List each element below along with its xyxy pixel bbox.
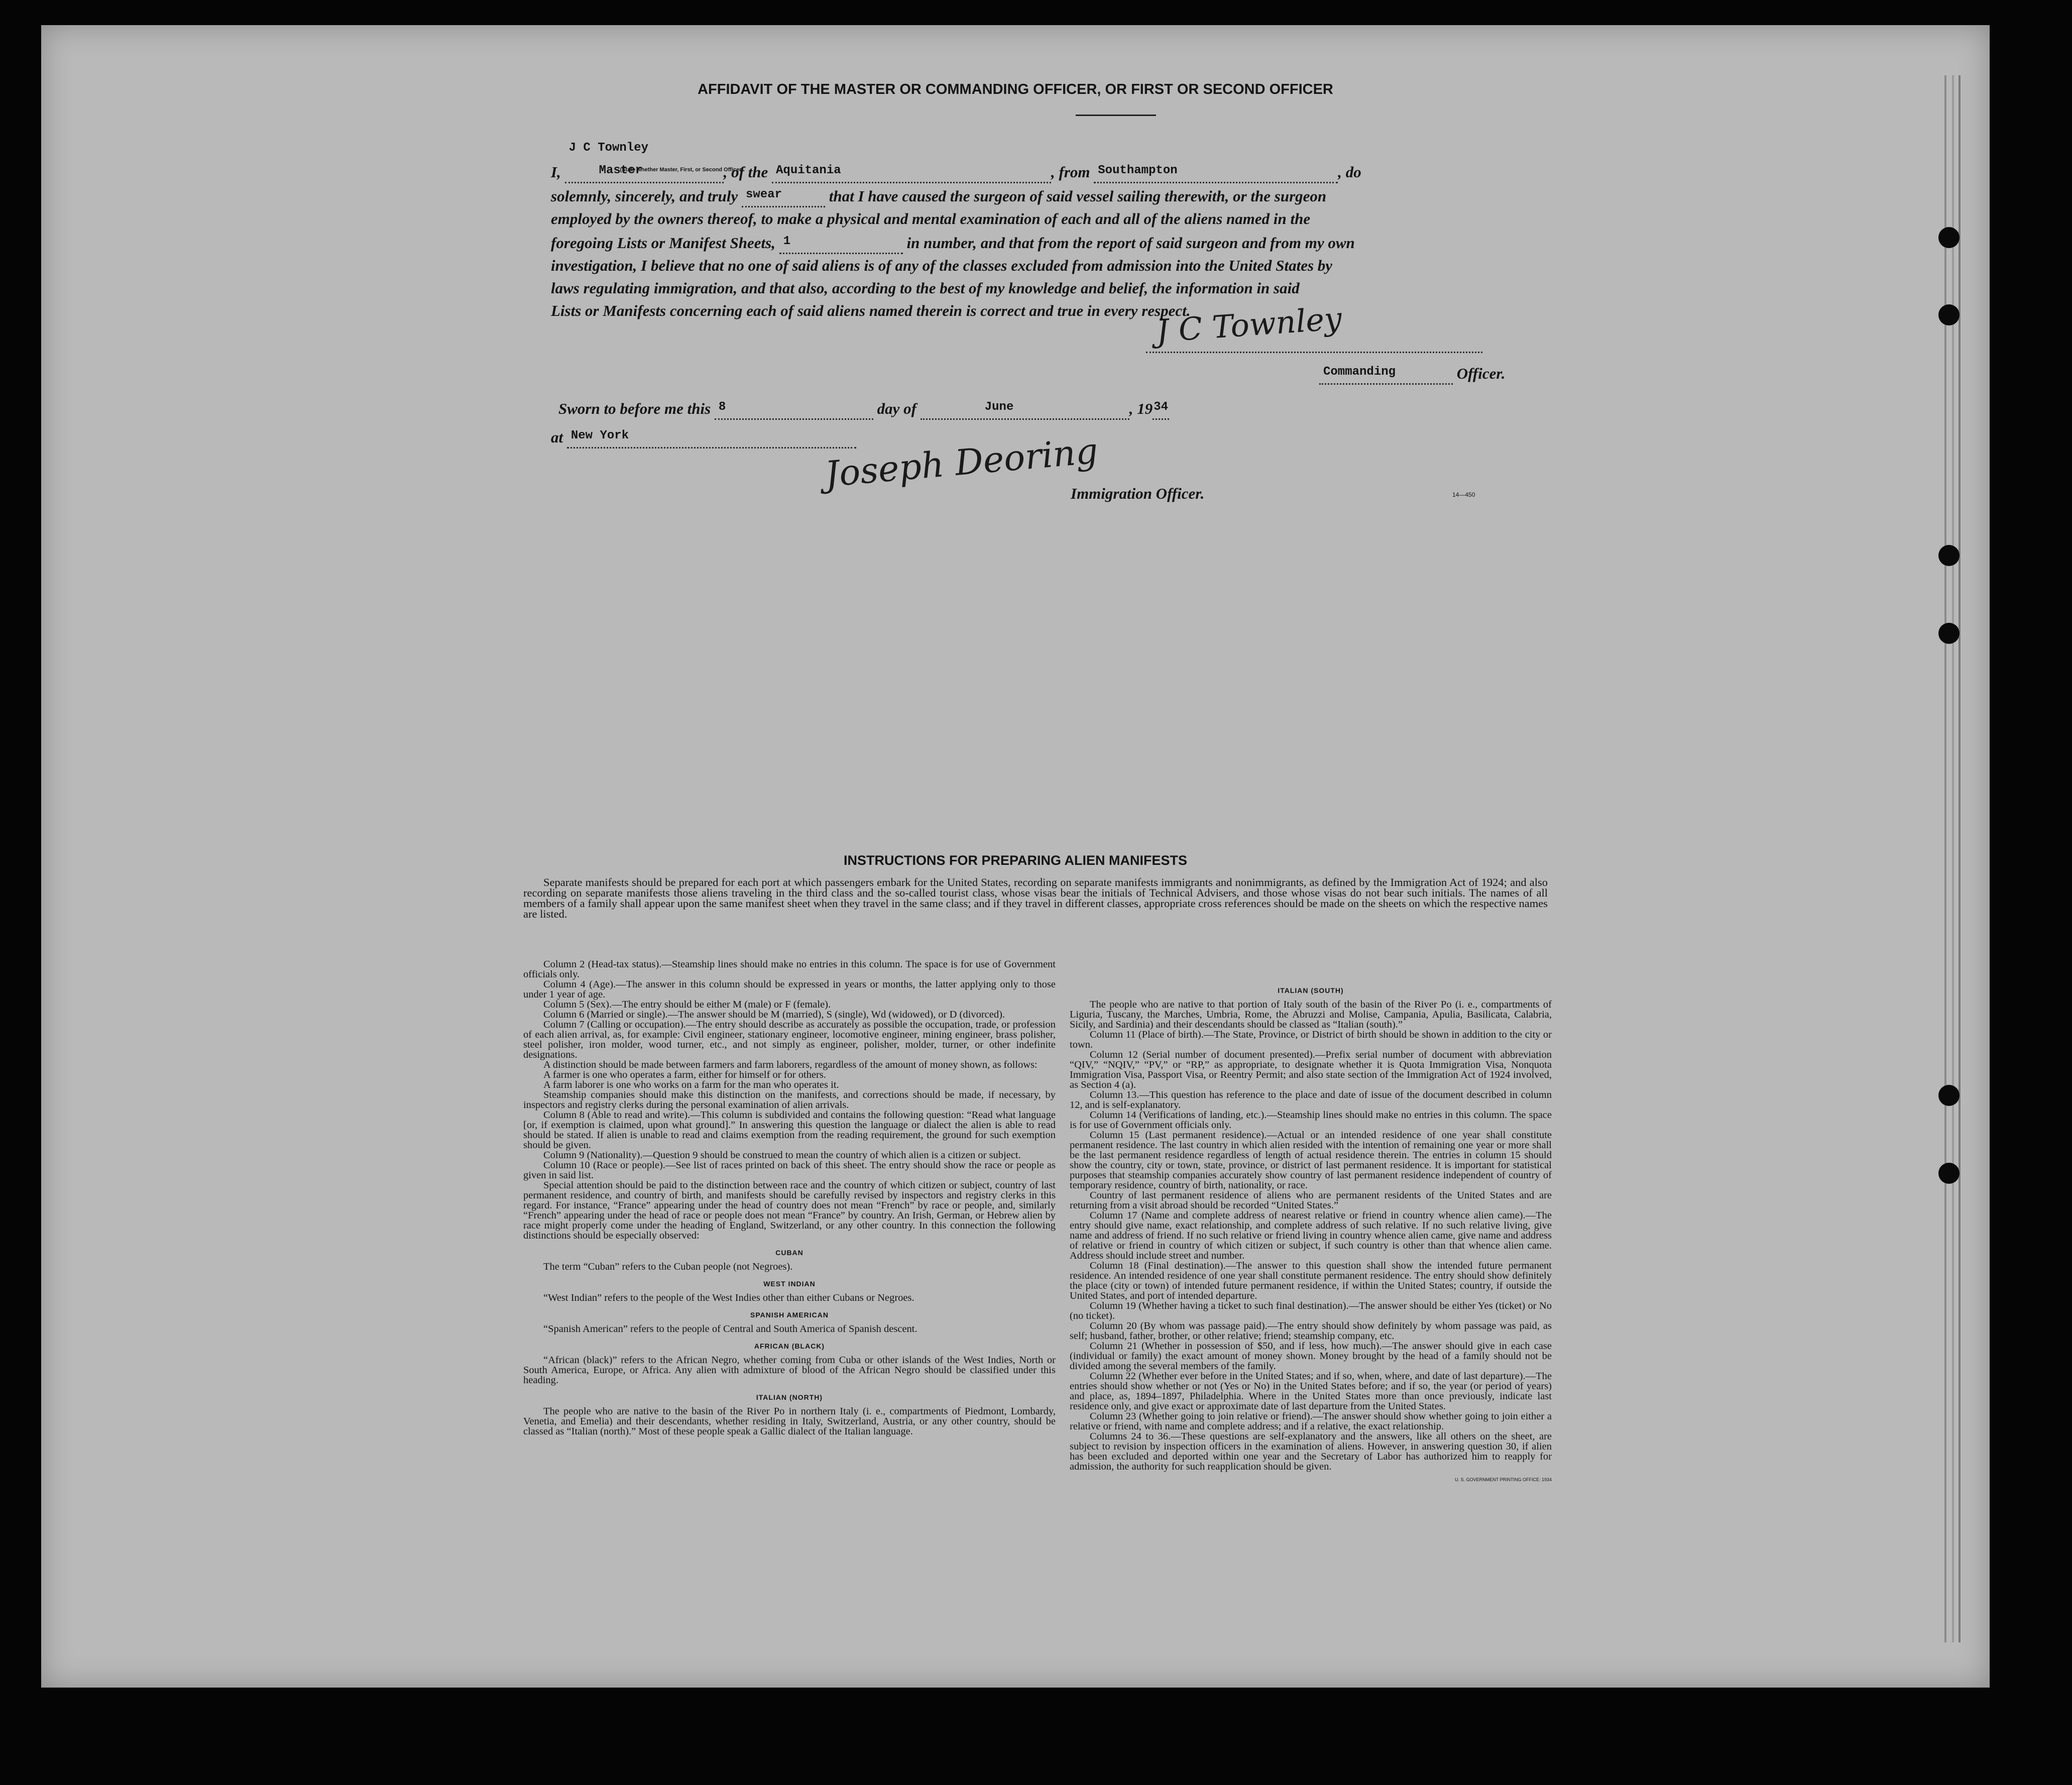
- affidavit-line-1: [551, 137, 1555, 183]
- rank-note: (State whether Master, First, or Second Officer): [620, 167, 744, 173]
- affidavit-text-2a: solemnly, sincerely, and truly: [551, 187, 738, 205]
- affidavit-line-5: investigation, I believe that no one of said aliens is of any of the classes excluded from admission into the United States by: [551, 257, 1333, 274]
- binder-hole-4: [1938, 623, 1960, 644]
- left-para-10: Column 8 (Able to read and write).—This column is subdivided and contains the following question: “Read what language [or, if exemption is claimed, upon what ground].” In answering this question the language or dialect the alien is able to read should be stated. If alien is unable to read and claims exemption from the reading requirement, the ground for such exemption should be given.: [523, 1109, 1056, 1151]
- master-signature: J C Townley: [1155, 300, 1343, 350]
- left-para-6: A distinction should be made between farmers and farm laborers, regardless of the amount of money shown, as follows:: [543, 1059, 1038, 1070]
- month-name: June: [984, 400, 1014, 414]
- sheets-count: 1: [783, 235, 791, 248]
- printer-imprint: U. S. GOVERNMENT PRINTING OFFICE: 1934: [1455, 1477, 1552, 1482]
- month-field: [920, 396, 1129, 420]
- year-suffix: 34: [1154, 400, 1169, 414]
- instructions-left-column: [523, 959, 1056, 1436]
- right-para-9: Column 18 (Final destination).—The answer to this question shall show the intended future permanent residence. An intended residence of one year shall constitute permanent residence. The entry should show definitely the place (city or town) of intended future permanent residence, if within the United States; country, if outside the United States, and port of intended departure.: [1070, 1260, 1552, 1301]
- right-para-13: Column 22 (Whether ever before in the United States; and if so, when, where, and date of last departure).—The entries should show whether or not (Yes or No) in the United States before; and if so, the year (or period of years) and place, as, 1894–1897, Philadelphia. Where in the United States more than once previously, indicate last residence only, and give exact or approximate date of last departure from the United States.: [1070, 1371, 1552, 1412]
- right-para-15: Columns 24 to 36.—These questions are self-explanatory and the answers, like all others on the sheet, are subject to revision by inspection officers in the examination of aliens. However, in answering question 30, if alien has been excluded and deported within one year and the Secretary of Labor has authorized him to reapply for admission, the authority for such reapplication should be given.: [1070, 1431, 1552, 1472]
- place-field: [567, 424, 856, 449]
- vessel-field: [772, 159, 1051, 183]
- oath-word: swear: [746, 188, 782, 201]
- intro-paragraph: Separate manifests should be prepared for each port at which passengers embark for the United States, recording on separate manifests immigrants and nonimmigrants, as defined by the Immigration Act of 1924; and also recording on separate manifests those aliens traveling in the third class and the so-called tourist class, whose visas bear the initials of Technical Advisers, and those whose visas do not bear such initials. The names of all members of a family shall appear upon the same manifest sheet when they travel in the same class; and if they travel in different classes, appropriate cross references should be made on the sheets on which the respective names are listed.: [523, 876, 1548, 920]
- officer-name: J C Townley: [568, 141, 649, 155]
- place-name: New York: [570, 429, 629, 442]
- affidavit-line-2: [551, 183, 1555, 207]
- right-para-12: Column 21 (Whether in possession of $50, and if less, how much).—The answer should give in each case (individual or family) the exact amount of money shown. Money brought by the head of a family should not be divided among the several members of the family.: [1070, 1341, 1552, 1372]
- binder-hole-6: [1938, 1163, 1960, 1184]
- sworn-line: [558, 396, 1169, 420]
- do-label: , do: [1338, 163, 1361, 181]
- spanish-american-heading: SPANISH AMERICAN: [750, 1311, 829, 1319]
- instructions-title: INSTRUCTIONS FOR PREPARING ALIEN MANIFESTS: [843, 853, 1188, 868]
- right-para-2: Column 11 (Place of birth).—The State, Province, or District of birth should be shown in addition to the city or town.: [1070, 1029, 1552, 1050]
- sheets-field: [779, 230, 903, 254]
- binder-hole-3: [1938, 545, 1960, 566]
- port-name: Southampton: [1098, 164, 1178, 177]
- left-para-13: Special attention should be paid to the distinction between race and the country of which citizen or subject, country of last permanent residence, and country of birth, and manifests should be carefully revised by inspectors and registry clerks in this regard. For instance, “France” appearing under the head of country does not mean “French” by race or people, and, similarly “French” appearing under the head of race or people does not mean “France” by country. An Irish, German, or Hebrew alien by race might properly come under the heading of England, Switzerland, or any other country. In this connection the following distinctions should be especially observed:: [523, 1180, 1056, 1241]
- binder-hole-2: [1938, 304, 1960, 325]
- left-para-8: A farm laborer is one who works on a farm for the man who operates it.: [543, 1079, 839, 1090]
- form-number: 14—450: [1452, 491, 1475, 498]
- left-para-1: Column 2 (Head-tax status).—Steamship lines should make no entries in this column. The space is for use of Government officials only.: [523, 959, 1056, 980]
- italian-south-heading: ITALIAN (SOUTH): [1278, 986, 1344, 994]
- left-para-4: Column 6 (Married or single).—The answer should be M (married), S (single), Wd (widowed), or D (divorced).: [543, 1009, 1005, 1020]
- right-para-6: Column 15 (Last permanent residence).—Actual or an intended residence of one year shall constitute permanent residence. The last country in which alien resided with the intention of remaining one year or more shall be the last permanent residence regardless of length of actual residence therein. The entries in column 15 should show the country, city or town, state, province, or district of last permanent residence. It is important for statistical purposes that steamship companies accurately show country of last permanent residence independent of country of temporary residence, country of birth, nationality, or race.: [1070, 1130, 1552, 1191]
- year-field: [1153, 396, 1169, 420]
- immigration-officer-label: Immigration Officer.: [1071, 485, 1205, 502]
- right-para-11: Column 20 (By whom was passage paid).—The entry should show definitely by whom passage was paid, as self; husband, father, brother, or other relative; friend; steamship company, etc.: [1070, 1320, 1552, 1342]
- italian-north-heading: ITALIAN (NORTH): [756, 1393, 823, 1401]
- right-para-7: Country of last permanent residence of aliens who are permanent residents of the United States and are returning from a visit abroad should be recorded “United States.”: [1070, 1190, 1552, 1211]
- day-of-label: day of: [877, 400, 916, 417]
- cuban-text: The term “Cuban” refers to the Cuban people (not Negroes).: [543, 1261, 793, 1272]
- affidavit-i: I,: [551, 163, 561, 181]
- west-indian-heading: WEST INDIAN: [763, 1280, 816, 1288]
- officer-name-field: [565, 137, 744, 183]
- from-label: , from: [1051, 163, 1090, 181]
- left-para-5: Column 7 (Calling or occupation).—The entry should describe as accurately as possible the occupation, trade, or profession of each alien arrival, as, for example: Civil engineer, stationary engineer, locomotive engineer, mining engineer, brass polisher, steel polisher, iron molder, wood turner, etc., and not simply as engineer, polisher, molder, turner, or other indefinite designations.: [523, 1019, 1056, 1060]
- affidavit-line-7: Lists or Manifests concerning each of said aliens named therein is correct and true in every respect.: [551, 302, 1191, 319]
- right-para-3: Column 12 (Serial number of document presented).—Prefix serial number of document with abbreviation “QIV,” “NQIV,” “PV,” or “RP,” as appropriate, to designate whether it is Quota Immigration Visa, Nonquota Immigration Visa, Passport Visa, or Reentry Permit; and also state section of the Immigration Act of 1924 involved, as Section 4 (a).: [1070, 1049, 1552, 1090]
- affidavit-line-4: [551, 230, 1555, 254]
- affidavit-line-6: laws regulating immigration, and that also, according to the best of my knowledge and belief, the information in said: [551, 279, 1300, 297]
- of-the-label: , of the: [723, 163, 768, 181]
- officer-title-field: [1319, 361, 1453, 385]
- italian-north-text: The people who are native to the basin of the River Po in northern Italy (i. e., compartments of Piedmont, Lombardy, Venetia, and Emelia) and their descendants, whether residing in Italy, Switzerland, Austria, or any other country, should be classed as “Italian (north).” Most of these people speak a Gallic dialect of the Italian language.: [523, 1406, 1056, 1437]
- document-sheet: [41, 25, 1990, 1688]
- right-para-14: Column 23 (Whether going to join relative or friend).—The answer should show whether going to join either a relative or friend, with name and complete address; and if a relative, the exact relationship.: [1070, 1411, 1552, 1432]
- binder-hole-1: [1938, 227, 1960, 248]
- affidavit-body: [551, 137, 1555, 322]
- left-para-11: Column 9 (Nationality).—Question 9 should be construed to mean the country of which alien is a citizen or subject.: [543, 1150, 1021, 1161]
- left-para-7: A farmer is one who operates a farm, either for himself or for others.: [543, 1069, 826, 1080]
- immigration-officer-signature: Joseph Deoring: [823, 430, 1100, 495]
- affidavit-title: AFFIDAVIT OF THE MASTER OR COMMANDING OFFICER, OR FIRST OR SECOND OFFICER: [698, 81, 1333, 97]
- at-label: at: [551, 428, 563, 446]
- day-number: 8: [718, 400, 726, 414]
- right-para-5: Column 14 (Verifications of landing, etc.).—Steamship lines should make no entries in this column. The space is for use of Government officials only.: [1070, 1109, 1552, 1131]
- sworn-label: Sworn to before me this: [558, 400, 711, 417]
- oath-field: [742, 183, 825, 207]
- right-para-10: Column 19 (Whether having a ticket to such final destination).—The answer should be either Yes (ticket) or No (no ticket).: [1070, 1300, 1552, 1321]
- vessel-name: Aquitania: [776, 164, 841, 177]
- spanish-american-text: “Spanish American” refers to the people of Central and South America of Spanish descent.: [543, 1323, 917, 1334]
- right-para-1: The people who are native to that portion of Italy south of the basin of the River Po (i. e., compartments of Liguria, Tuscany, the Marches, Umbria, Rome, the Abruzzi and Molise, Campania, Apulia, Basilicata, Calabria, Sicily, and Sardinia) and their descendants should be classed as “Italian (south).”: [1070, 999, 1552, 1030]
- affidavit-text-4a: foregoing Lists or Manifest Sheets,: [551, 234, 775, 252]
- cuban-heading: CUBAN: [775, 1249, 803, 1257]
- left-para-12: Column 10 (Race or people).—See list of races printed on back of this sheet. The entry should show the race or people as given in said list.: [523, 1160, 1056, 1181]
- affidavit-line-3: employed by the owners thereof, to make a physical and mental examination of each and all of the aliens named in the: [551, 210, 1311, 228]
- african-text: “African (black)” refers to the African Negro, whether coming from Cuba or other islands of the West Indies, North or South America, Europe, or Africa. Any alien with admixture of blood of the African Negro should be classified under this heading.: [523, 1355, 1056, 1386]
- left-para-3: Column 5 (Sex).—The entry should be either M (male) or F (female).: [543, 999, 831, 1010]
- day-field: [715, 396, 873, 420]
- master-signature-line: [1146, 352, 1482, 353]
- west-indian-text: “West Indian” refers to the people of the West Indies other than either Cubans or Negroes.: [543, 1292, 914, 1303]
- port-field: [1094, 159, 1338, 183]
- instructions-right-column: [1070, 985, 1552, 1485]
- right-para-8: Column 17 (Name and complete address of nearest relative or friend in country whence alien came).—The entry should give name, exact relationship, and complete address of such relative. If no such relative living, give name and address of friend. If no such relative or friend living in country whence alien came, give name and address of relative or friend in country of which citizen or subject, if such country is other than that whence alien came. Address should include street and number.: [1070, 1210, 1552, 1261]
- place-line: [551, 424, 856, 449]
- affidavit-text-4b: in number, and that from the report of said surgeon and from my own: [906, 234, 1355, 252]
- officer-label: Officer.: [1456, 365, 1506, 382]
- title-rule: [1076, 115, 1156, 116]
- instructions-intro: [523, 877, 1548, 919]
- affidavit-text-2b: that I have caused the surgeon of said vessel sailing therewith, or the surgeon: [829, 187, 1327, 205]
- left-para-9: Steamship companies should make this distinction on the manifests, and corrections should be made, if necessary, by inspectors and registry clerks during the personal examination of alien arrivals.: [523, 1089, 1056, 1110]
- officer-rank: Master: [599, 164, 642, 177]
- right-para-4: Column 13.—This question has reference to the place and date of issue of the document described in column 12, and is self-explanatory.: [1070, 1089, 1552, 1110]
- african-heading: AFRICAN (BLACK): [754, 1342, 825, 1350]
- officer-title: Commanding: [1323, 365, 1396, 379]
- left-para-2: Column 4 (Age).—The answer in this column should be expressed in years or months, the latter applying only to those under 1 year of age.: [523, 979, 1056, 1000]
- binder-hole-5: [1938, 1085, 1960, 1106]
- year-prefix: , 19: [1129, 400, 1153, 417]
- commanding-officer-line: [1319, 361, 1505, 385]
